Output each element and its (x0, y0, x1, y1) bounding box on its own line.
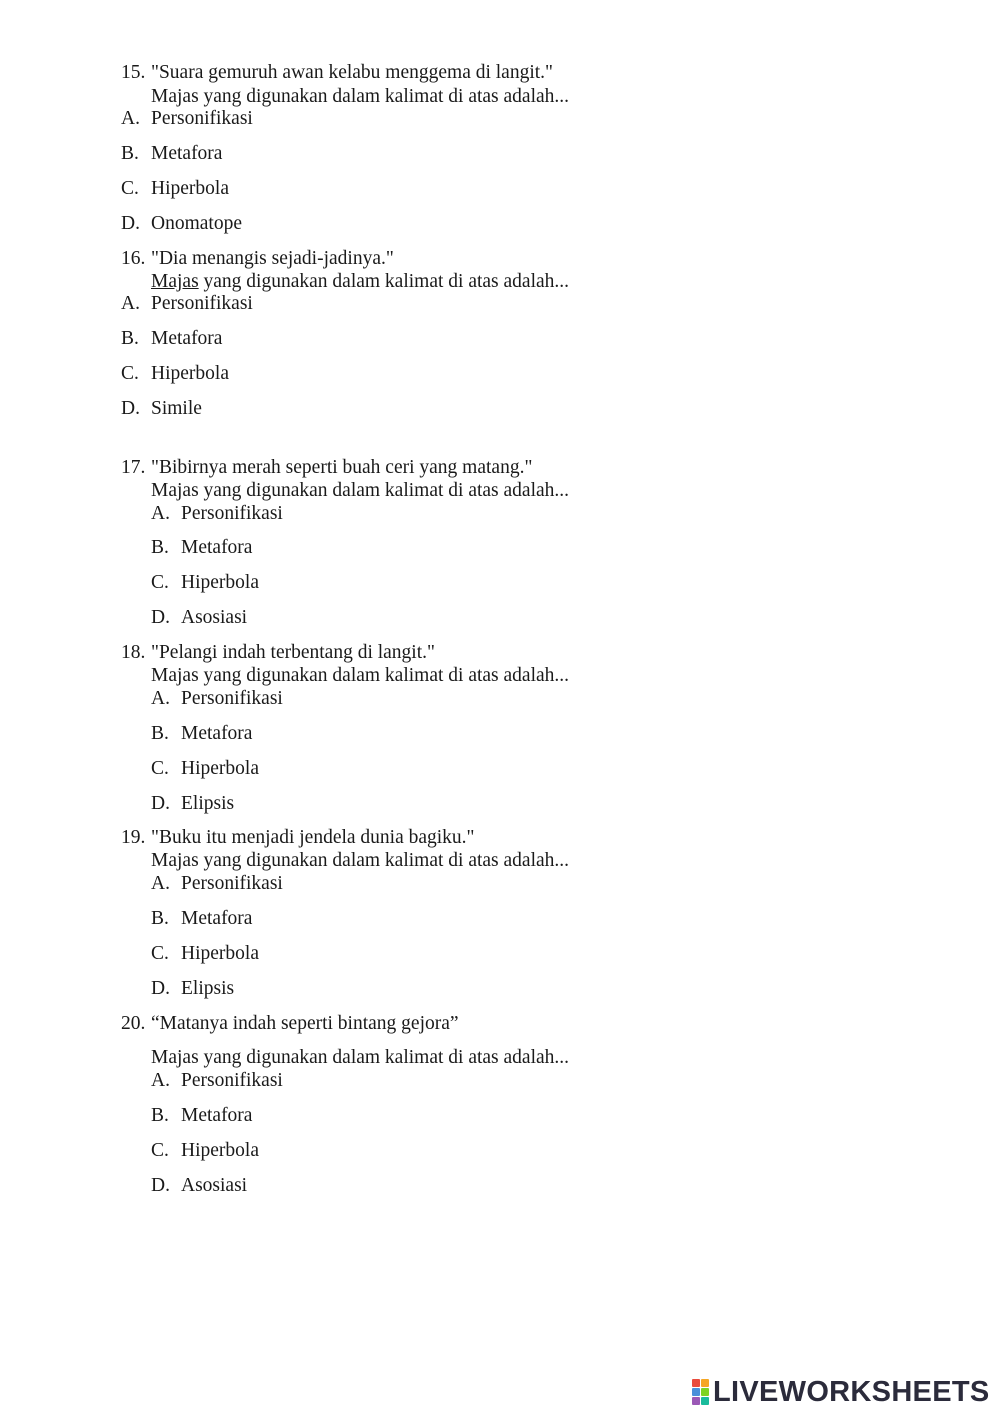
option-letter: B. (151, 723, 169, 744)
question-number: 15. (121, 62, 146, 83)
option-text: Metafora (181, 537, 253, 558)
option-text: Hiperbola (151, 178, 229, 199)
option-letter: B. (151, 537, 169, 558)
option-text: Personifikasi (151, 293, 253, 314)
option-letter: D. (121, 398, 140, 419)
option-letter: D. (151, 978, 170, 999)
option-text: Metafora (151, 143, 223, 164)
question-prompt: Majas yang digunakan dalam kalimat di atas adalah... (151, 86, 570, 107)
option-letter: A. (121, 293, 140, 314)
logo-square (692, 1397, 700, 1405)
option-letter: B. (151, 1105, 169, 1126)
question-number: 18. (121, 642, 146, 663)
option-letter: A. (151, 688, 170, 709)
option-text: Hiperbola (151, 363, 229, 384)
option-text: Elipsis (181, 978, 235, 999)
option-letter: B. (151, 908, 169, 929)
option-text: Personifikasi (181, 1070, 283, 1091)
logo-square (692, 1379, 700, 1387)
option-letter: A. (121, 108, 140, 129)
option-text: Personifikasi (181, 873, 283, 894)
logo-square (701, 1397, 709, 1405)
logo-square (701, 1388, 709, 1396)
option-text: Simile (151, 398, 202, 419)
underlined-word: Majas (151, 271, 199, 292)
option-text: Metafora (181, 1105, 253, 1126)
option-letter: D. (151, 1175, 170, 1196)
question-sentence: "Pelangi indah terbentang di langit." (151, 642, 435, 663)
question-prompt: Majas yang digunakan dalam kalimat di atas adalah... (151, 1047, 570, 1068)
option-text: Onomatope (151, 213, 242, 234)
option-letter: A. (151, 873, 170, 894)
question-prompt: Majas yang digunakan dalam kalimat di atas adalah... (151, 665, 570, 686)
question-prompt: Majas yang digunakan dalam kalimat di atas adalah... (151, 480, 570, 501)
option-text: Personifikasi (181, 503, 283, 524)
question-number: 20. (121, 1013, 146, 1034)
option-text: Asosiasi (181, 607, 248, 628)
option-letter: C. (151, 943, 169, 964)
option-text: Hiperbola (181, 943, 259, 964)
option-text: Metafora (181, 723, 253, 744)
question-number: 17. (121, 457, 146, 478)
option-letter: D. (151, 793, 170, 814)
option-letter: D. (121, 213, 140, 234)
question-prompt: Majas yang digunakan dalam kalimat di atas adalah... (151, 850, 570, 871)
question-sentence: “Matanya indah seperti bintang gejora” (151, 1013, 459, 1034)
option-letter: B. (121, 328, 139, 349)
option-letter: A. (151, 1070, 170, 1091)
question-prompt (151, 270, 569, 293)
question-number: 16. (121, 248, 146, 269)
option-text: Asosiasi (181, 1175, 248, 1196)
question-number: 19. (121, 827, 146, 848)
option-letter: C. (151, 1140, 169, 1161)
option-text: Elipsis (181, 793, 235, 814)
option-text: Hiperbola (181, 572, 259, 593)
option-letter: D. (151, 607, 170, 628)
option-text: Personifikasi (181, 688, 283, 709)
option-letter: C. (121, 178, 139, 199)
logo-text: LIVEWORKSHEETS (713, 1375, 990, 1408)
option-text: Hiperbola (181, 1140, 259, 1161)
option-letter: B. (121, 143, 139, 164)
option-letter: C. (151, 758, 169, 779)
option-letter: C. (151, 572, 169, 593)
logo-square (692, 1388, 700, 1396)
prompt-rest: yang digunakan dalam kalimat di atas adalah... (198, 271, 570, 292)
logo-square (701, 1379, 709, 1387)
option-letter: A. (151, 503, 170, 524)
liveworksheets-logo (692, 1377, 990, 1407)
question-sentence: "Suara gemuruh awan kelabu menggema di langit." (151, 62, 554, 83)
logo-mark-icon (692, 1379, 709, 1405)
question-sentence: "Buku itu menjadi jendela dunia bagiku." (151, 827, 475, 848)
question-sentence: "Dia menangis sejadi-jadinya." (151, 248, 394, 269)
option-text: Hiperbola (181, 758, 259, 779)
option-letter: C. (121, 363, 139, 384)
option-text: Metafora (151, 328, 223, 349)
option-text: Metafora (181, 908, 253, 929)
question-sentence: "Bibirnya merah seperti buah ceri yang matang." (151, 457, 533, 478)
option-text: Personifikasi (151, 108, 253, 129)
